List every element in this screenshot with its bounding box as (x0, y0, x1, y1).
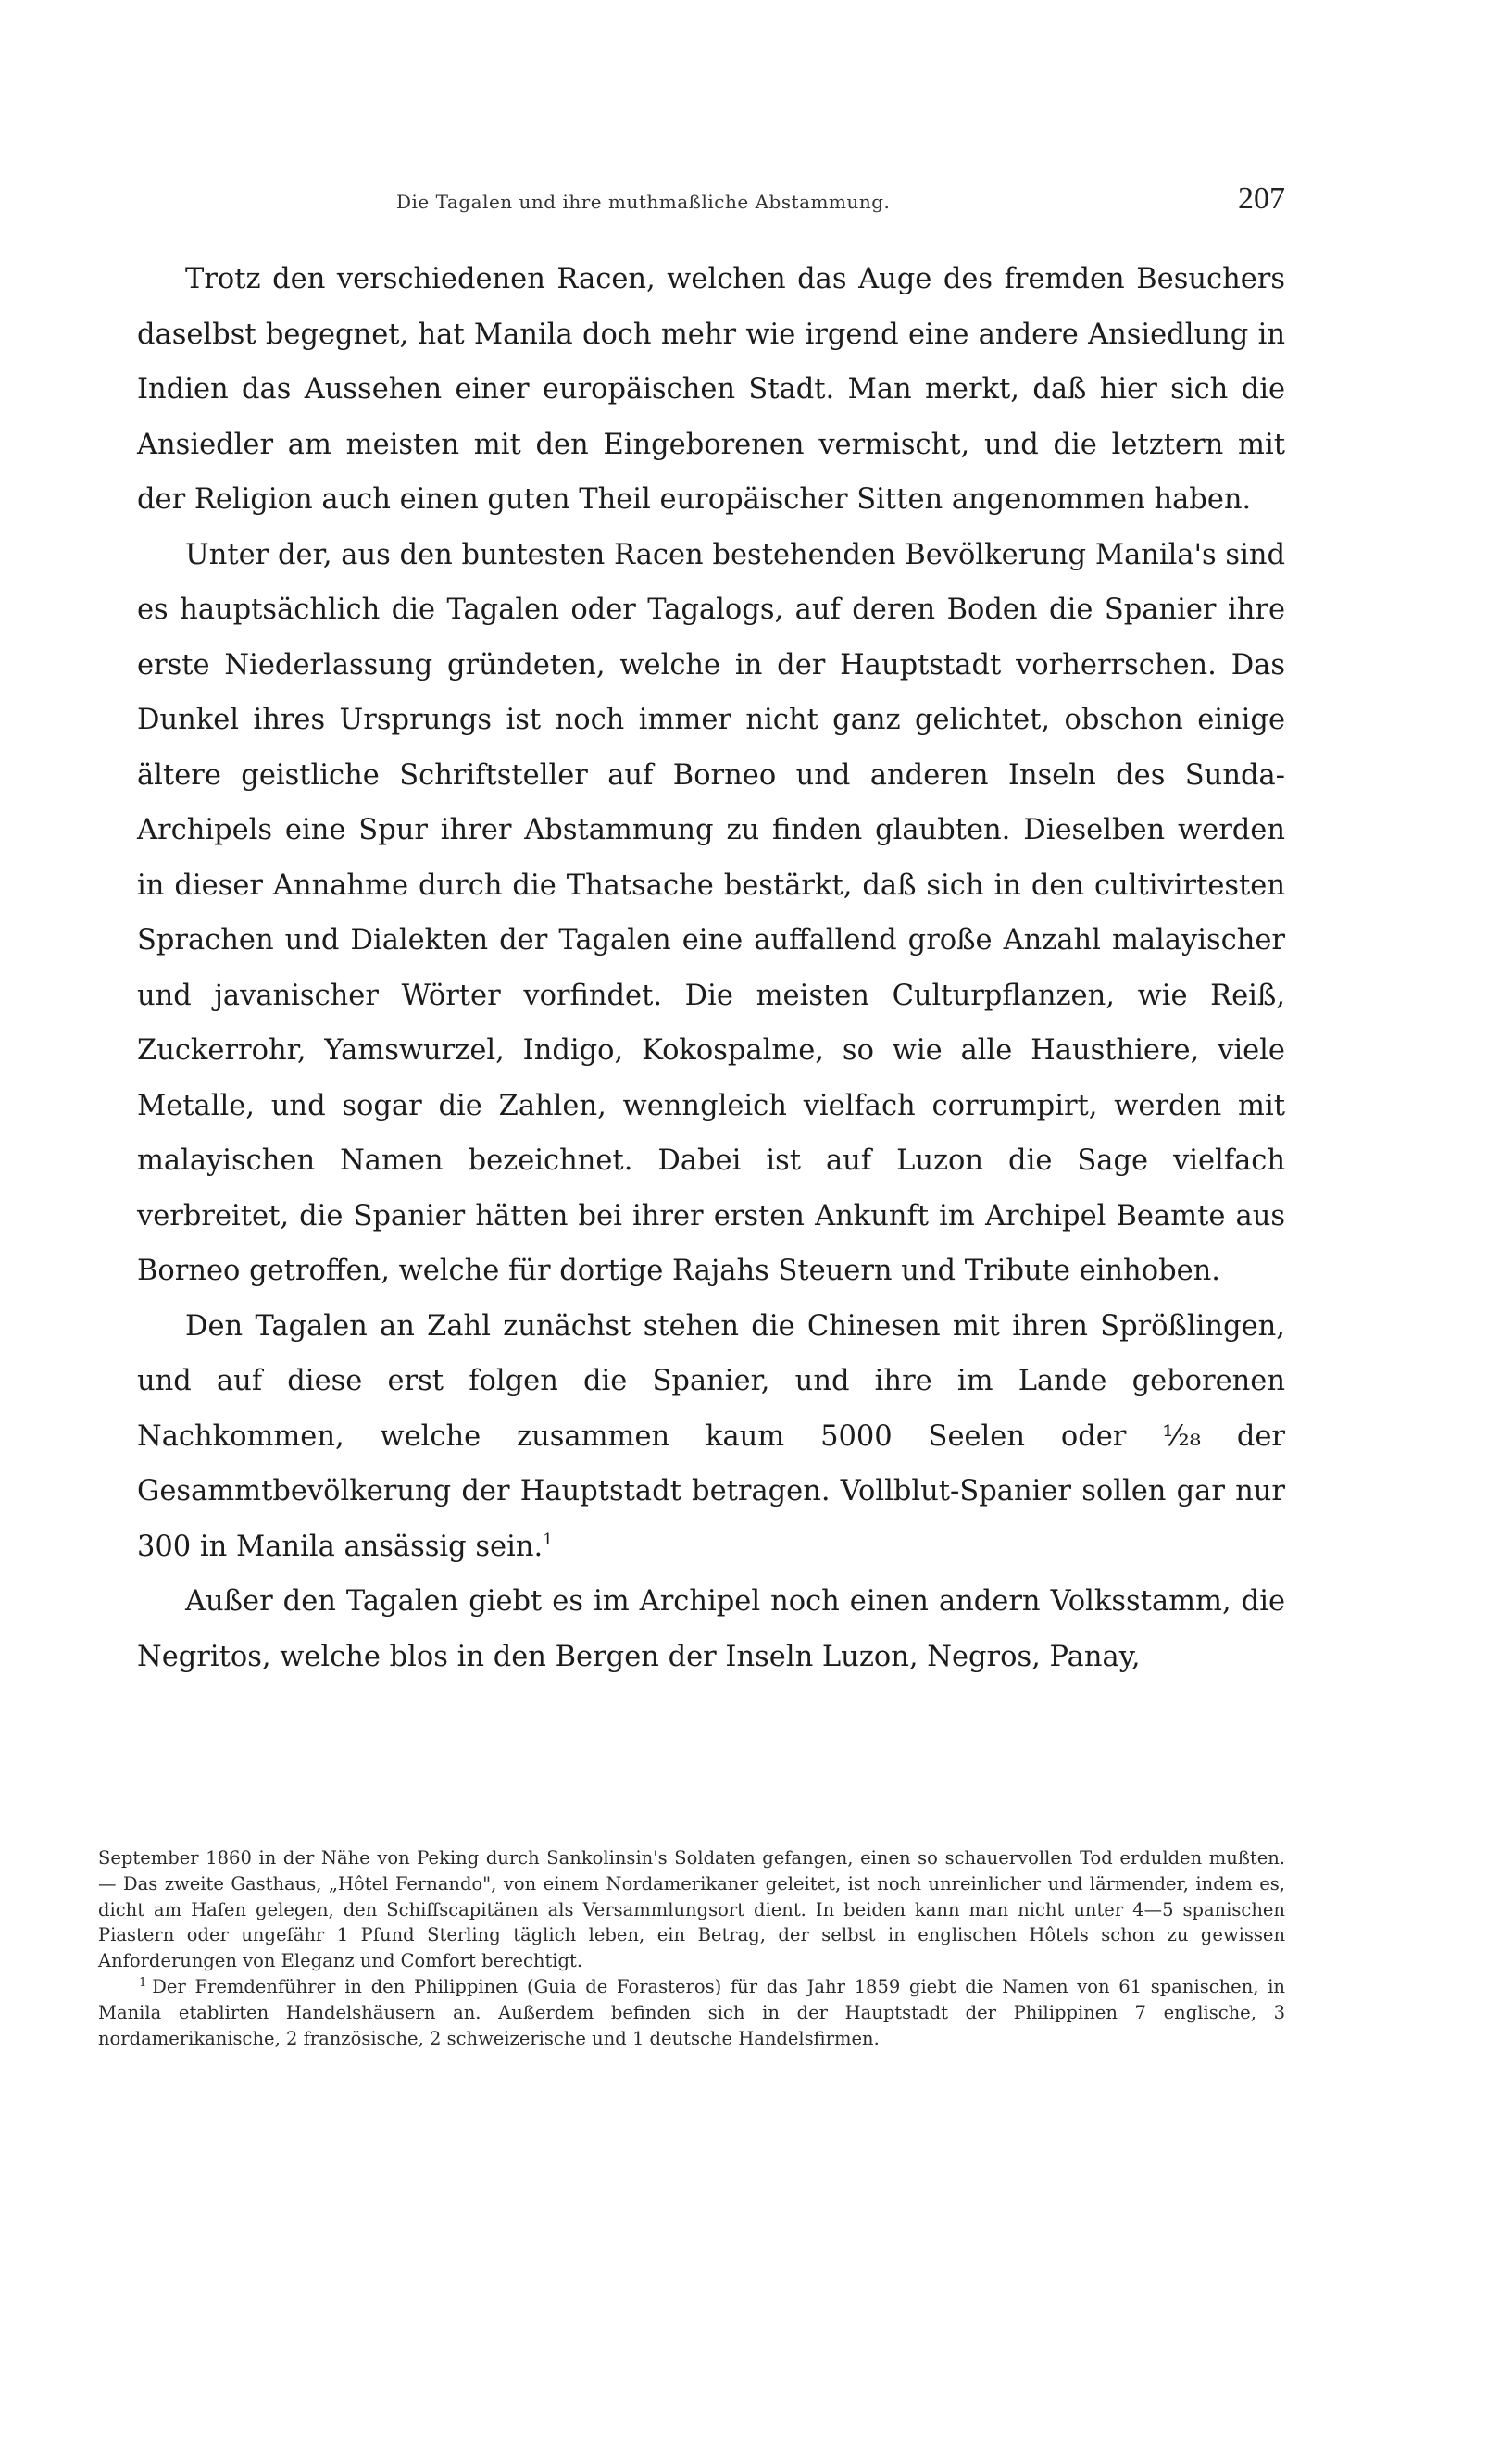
footnote-reference: 1 (543, 1530, 554, 1549)
footnote-1-text: Der Fremdenführer in den Philippinen (Guia de Forasteros) für das Jahr 1859 giebt die Namen von 61 spanischen, in Manila etablirten Handelshäusern an. Außerdem befinden sich in der Hauptstadt der Philippinen 7 englische, 3 nordamerikanische, 2 französische, 2 schweizerische und 1 deutsche Handelsfirmen. (98, 1975, 1285, 2049)
paragraph-1: Trotz den verschiedenen Racen, welchen das Auge des fremden Besuchers daselbst begegnet, hat Manila doch mehr wie irgend eine andere Ansiedlung in Indien das Aussehen einer europäischen Stadt. Man merkt, daß hier sich die Ansiedler am meisten mit den Eingeborenen vermischt, und die letztern mit der Religion auch einen guten Theil europäischer Sitten angenommen haben. (137, 263, 1285, 516)
page-number: 207 (1238, 181, 1285, 216)
running-head (185, 181, 1285, 219)
footnote-1-marker: 1 (139, 1975, 147, 1990)
paragraph-3-text: Den Tagalen an Zahl zunächst stehen die Chinesen mit ihren Sprößlingen, und auf diese erst folgen die Spanier, und ihre im Lande geborenen Nachkommen, welche zusammen kaum 5000 Seelen oder ¹⁄₂₈ der Gesammtbevölkerung der Hauptstadt betragen. Vollblut-Spanier sollen gar nur 300 in Manila ansässig sein. (137, 1309, 1285, 1563)
running-title: Die Tagalen und ihre muthmaßliche Abstammung. (396, 191, 891, 213)
paragraph-4: Außer den Tagalen giebt es im Archipel noch einen andern Volksstamm, die Negritos, welche blos in den Bergen der Inseln Luzon, Negros, Panay, (137, 1585, 1285, 1673)
footnotes (98, 1845, 1285, 2051)
paragraph-2: Unter der, aus den buntesten Racen bestehenden Bevölkerung Manila's sind es hauptsächlich die Tagalen oder Tagalogs, auf deren Boden die Spanier ihre erste Niederlassung gründeten, welche in der Hauptstadt vorherrschen. Das Dunkel ihres Ursprungs ist noch immer nicht ganz gelichtet, obschon einige ältere geistliche Schriftsteller auf Borneo und anderen Inseln des Sunda-Archipels eine Spur ihrer Abstammung zu finden glaubten. Dieselben werden in dieser Annahme durch die Thatsache bestärkt, daß sich in den cultivirtesten Sprachen und Dialekten der Tagalen eine auffallend große Anzahl malayischer und javanischer Wörter vorfindet. Die meisten Culturpflanzen, wie Reiß, Zuckerrohr, Yamswurzel, Indigo, Kokospalme, so wie alle Hausthiere, viele Metalle, und sogar die Zahlen, wenngleich vielfach corrumpirt, werden mit malayischen Namen bezeichnet. Dabei ist auf Luzon die Sage vielfach verbreitet, die Spanier hätten bei ihrer ersten Ankunft im Archipel Beamte aus Borneo getroffen, welche für dortige Rajahs Steuern und Tribute einhoben. (137, 538, 1285, 1287)
body-text (137, 252, 1285, 1684)
footnote-continuation: September 1860 in der Nähe von Peking durch Sankolinsin's Soldaten gefangen, einen so schauervollen Tod erdulden mußten. — Das zweite Gasthaus, „Hôtel Fernando", von einem Nordamerikaner geleitet, ist noch unreinlicher und lärmender, indem es, dicht am Hafen gelegen, den Schiffscapitänen als Versammlungsort dient. In beiden kann man nicht unter 4—5 spanischen Piastern oder ungefähr 1 Pfund Sterling täglich leben, ein Betrag, der selbst in englischen Hôtels schon zu gewissen Anforderungen von Eleganz und Comfort berechtigt. (98, 1847, 1285, 1972)
footnote-1 (98, 1974, 1285, 2051)
paragraph-3 (137, 1299, 1285, 1575)
